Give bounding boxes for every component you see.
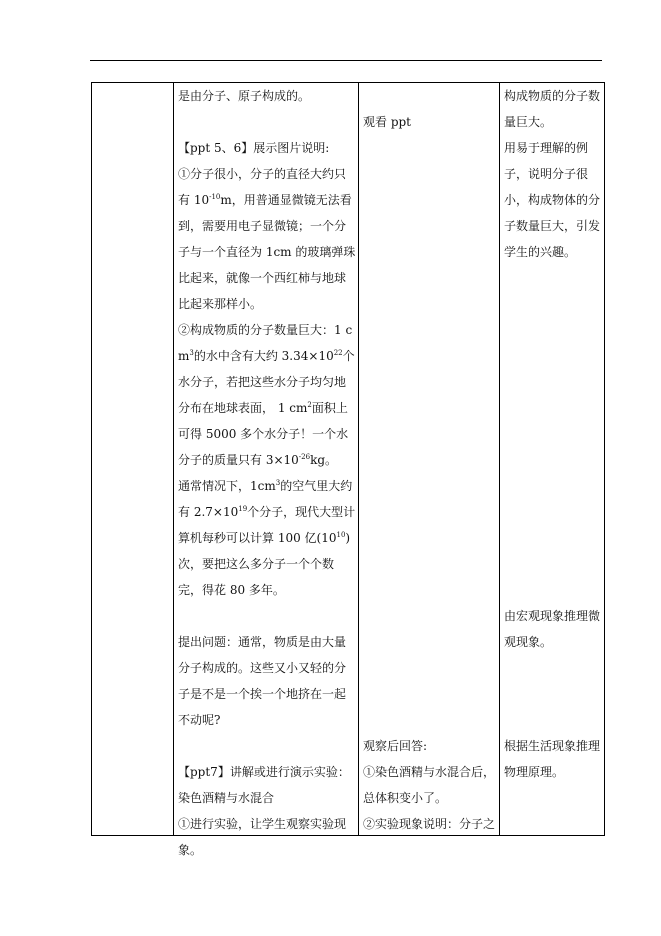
lesson-table xyxy=(91,82,605,857)
point-molecule-size: ①分子很小，分子的直径大约只有 $10^{-10}m$，用普通显微镜无法看到，需要用电子显微镜；一个分子与一个直径为 1cm 的玻璃弹珠比起来，就像一个西红柿与地球比起来那样小。 xyxy=(178,167,356,311)
answer-one: ①染色酒精与水混合后，总体积变小了。 xyxy=(363,765,496,805)
student-answer-cell xyxy=(363,733,495,837)
design-intent-cell xyxy=(504,83,604,265)
ppt-reference: 【ppt 5、6】展示图片说明: xyxy=(178,141,330,155)
question-cell xyxy=(178,629,356,733)
question-text: 提出问题：通常，物质是由大量分子构成的。这些又小又轻的分子是不是一个挨一个地挤在一起不动呢? xyxy=(178,635,347,727)
intent-text: 用易于理解的例子，说明分子很小，构成物体的分子数量巨大，引发学生的兴趣。 xyxy=(504,141,601,259)
watch-ppt-text: 观看 ppt xyxy=(363,115,412,129)
column-divider xyxy=(499,83,500,835)
intent-text: 构成物质的分子数量巨大。 xyxy=(504,89,601,129)
experiment-cell xyxy=(178,759,356,863)
design-intent-cell xyxy=(504,733,604,785)
point-molecule-count: ②构成物质的分子数量巨大：1 $cm^3$的水中含有大约 $3.34\times 10^{22}$个水分子，若把这些水分子均匀地分布在地球表面， 1 $cm^2$面积上可得 5000 多个水分子！一个水分子的质量只有 $3\times 10^{-26}kg$。 xyxy=(178,323,355,467)
intent-text: 根据生活现象推理物理原理。 xyxy=(504,739,601,779)
design-intent-cell xyxy=(504,603,604,655)
ppt7-text: 【ppt7】讲解或进行演示实验：染色酒精与水混合 xyxy=(178,765,350,805)
content-line: 是由分子、原子构成的。 xyxy=(178,89,311,103)
header-rule xyxy=(90,60,602,61)
column-divider xyxy=(358,83,359,835)
answer-label: 观察后回答: xyxy=(363,739,428,753)
column-divider xyxy=(173,83,174,835)
student-activity-cell xyxy=(363,109,495,135)
answer-two: ②实验现象说明：分子之 xyxy=(363,817,496,831)
air-molecules-text: 通常情况下，$1cm^3$的空气里大约有 $2.7\times 10^{19}$个分子，现代大型计算机每秒可以计算 100 亿$(10^{10})$次，要把这么多分子一个个数完，得花 80 多年。 xyxy=(178,479,356,597)
experiment-step: ①进行实验，让学生观察实验现象。 xyxy=(178,817,347,857)
intent-text: 由宏观现象推理微观现象。 xyxy=(504,609,601,649)
teaching-content-cell xyxy=(178,83,356,603)
